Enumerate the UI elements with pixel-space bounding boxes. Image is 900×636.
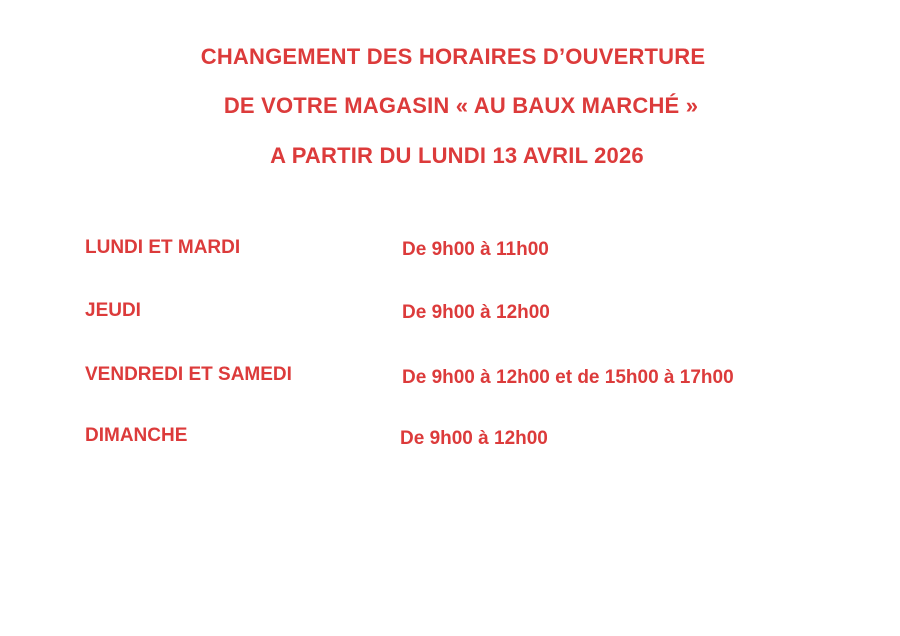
title-line-2: DE VOTRE MAGASIN « AU BAUX MARCHÉ » xyxy=(223,93,699,118)
schedule-hours-sunday: De 9h00 à 12h00 xyxy=(400,428,548,449)
title-line-1: CHANGEMENT DES HORAIRES D’OUVERTURE xyxy=(200,44,706,69)
schedule-days-monday-tuesday: LUNDI ET MARDI xyxy=(85,237,241,258)
title-line-3: A PARTIR DU LUNDI 13 AVRIL 2026 xyxy=(270,143,644,168)
schedule-hours-friday-saturday: De 9h00 à 12h00 et de 15h00 à 17h00 xyxy=(402,367,734,388)
schedule-days-thursday: JEUDI xyxy=(85,300,141,321)
schedule-days-sunday: DIMANCHE xyxy=(85,425,188,446)
schedule-hours-monday-tuesday: De 9h00 à 11h00 xyxy=(402,239,549,260)
schedule-hours-thursday: De 9h00 à 12h00 xyxy=(402,302,550,323)
schedule-days-friday-saturday: VENDREDI ET SAMEDI xyxy=(85,364,292,385)
